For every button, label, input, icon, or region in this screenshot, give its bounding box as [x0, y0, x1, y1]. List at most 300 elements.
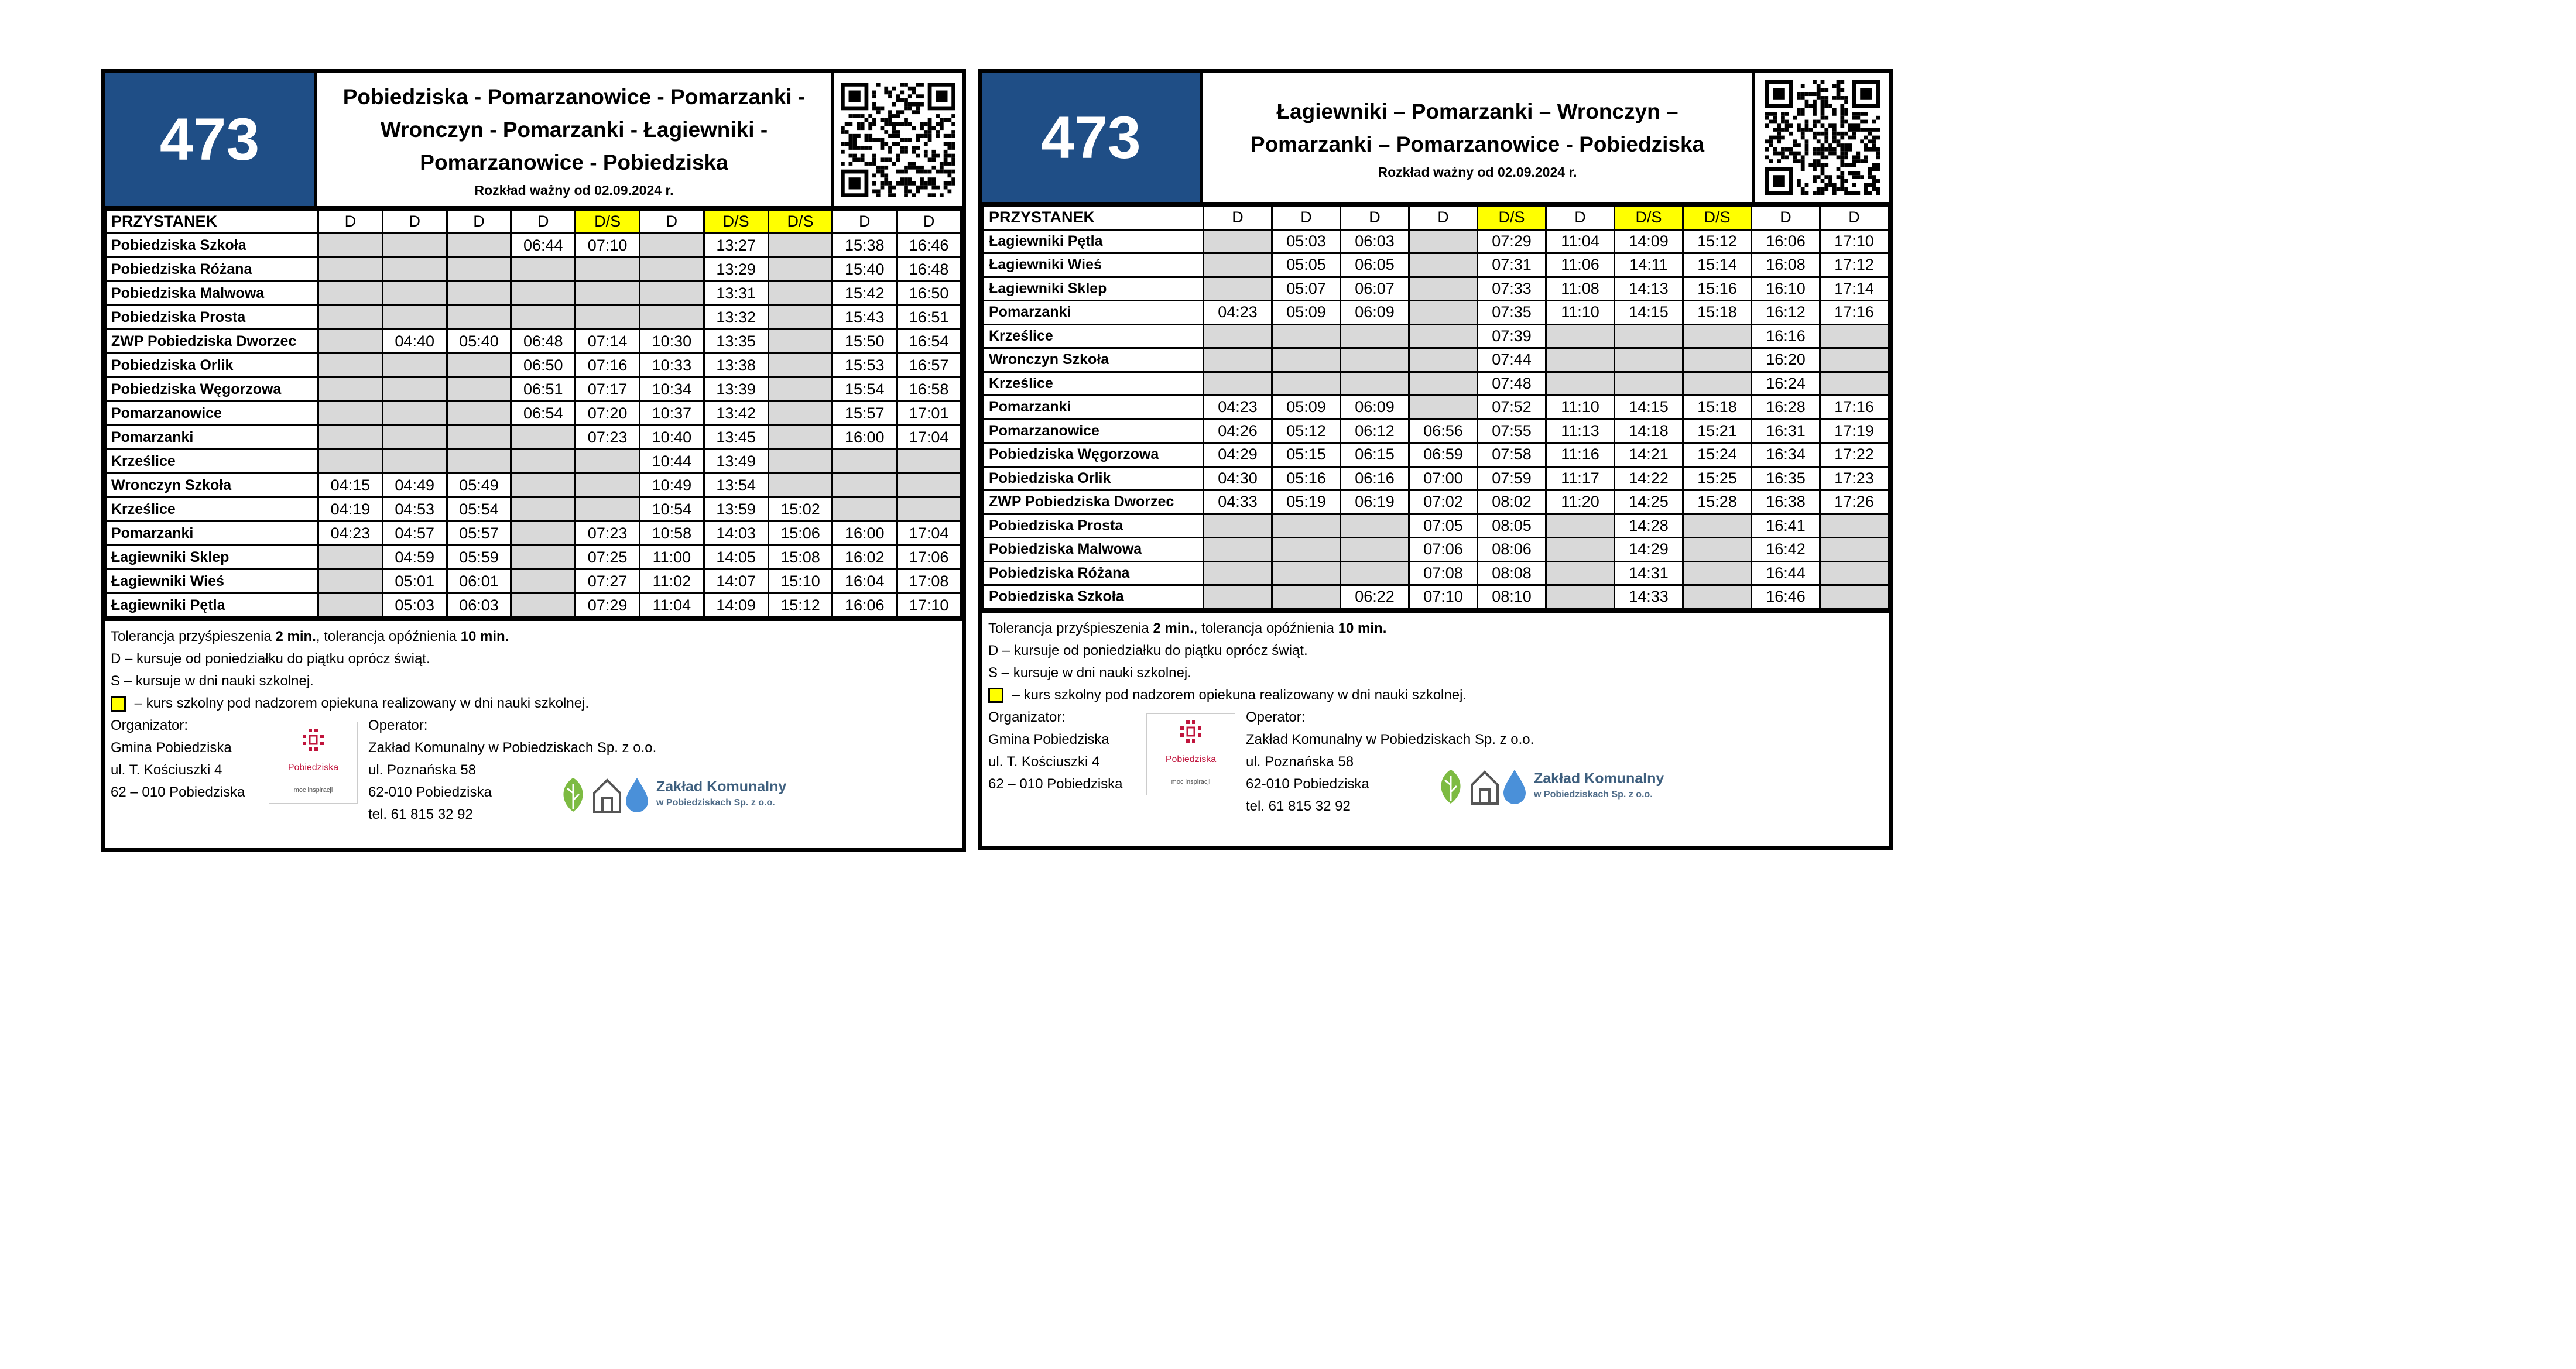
departure-time: 14:15: [1615, 396, 1683, 420]
departure-time: 04:33: [1204, 490, 1272, 514]
departure-time: 11:04: [639, 593, 704, 617]
departure-time: 07:23: [576, 521, 640, 545]
departure-time: 07:20: [576, 402, 640, 426]
no-departure-cell: [511, 497, 576, 521]
operator-logo: Zakład Komunalny w Pobiedziskach Sp. z o.o.: [1433, 756, 1664, 818]
day-type-header: D: [511, 210, 576, 234]
no-departure-cell: [447, 354, 511, 378]
no-departure-cell: [1272, 514, 1341, 538]
departure-time: 07:55: [1478, 419, 1546, 443]
stop-name: Pobiedziska Orlik: [106, 354, 318, 378]
day-type-header: D: [1204, 206, 1272, 230]
departure-time: 16:06: [1752, 229, 1820, 253]
departure-time: 11:16: [1546, 443, 1615, 467]
stop-name: Pobiedziska Różana: [106, 258, 318, 282]
departure-time: 16:06: [833, 593, 897, 617]
route-title: [1203, 73, 1752, 202]
departure-time: 15:18: [1683, 301, 1752, 325]
departure-time: 17:14: [1820, 277, 1889, 301]
no-departure-cell: [639, 306, 704, 330]
departure-time: 08:05: [1478, 514, 1546, 538]
route-title-line: Łagiewniki – Pomarzanki – Wronczyn –: [1276, 99, 1678, 123]
departure-time: 14:33: [1615, 585, 1683, 609]
no-departure-cell: [1272, 324, 1341, 348]
departure-time: 17:04: [897, 426, 961, 450]
no-departure-cell: [1341, 372, 1409, 396]
table-row: [984, 396, 1889, 420]
no-departure-cell: [318, 330, 383, 354]
no-departure-cell: [1341, 538, 1409, 562]
departure-time: 08:02: [1478, 490, 1546, 514]
table-row: [106, 450, 961, 474]
stop-name: Łagiewniki Sklep: [984, 277, 1204, 301]
no-departure-cell: [382, 282, 447, 306]
no-departure-cell: [1683, 372, 1752, 396]
stop-name: Krześlice: [106, 450, 318, 474]
departure-time: 04:57: [382, 521, 447, 545]
table-row: [984, 443, 1889, 467]
qr-code[interactable]: [831, 73, 962, 206]
stop-name: Pomarzanki: [106, 521, 318, 545]
no-departure-cell: [1204, 561, 1272, 585]
departure-time: 16:16: [1752, 324, 1820, 348]
departure-time: 15:25: [1683, 466, 1752, 490]
no-departure-cell: [511, 282, 576, 306]
stop-name: Pomarzanowice: [984, 419, 1204, 443]
departure-time: 14:28: [1615, 514, 1683, 538]
departure-time: 16:08: [1752, 253, 1820, 277]
gmina-logo-icon: Pobiedziska moc inspiracji: [269, 722, 358, 804]
departure-time: 08:06: [1478, 538, 1546, 562]
departure-time: 05:40: [447, 330, 511, 354]
timetable-header-row: [106, 210, 961, 234]
day-type-header: D: [1409, 206, 1478, 230]
departure-time: 07:10: [576, 234, 640, 258]
no-departure-cell: [1409, 324, 1478, 348]
day-type-header: D/S: [1615, 206, 1683, 230]
departure-time: 07:44: [1478, 348, 1546, 372]
departure-time: 17:04: [897, 521, 961, 545]
table-row: [106, 402, 961, 426]
departure-time: 05:59: [447, 545, 511, 569]
day-type-header: D: [833, 210, 897, 234]
table-row: [984, 301, 1889, 325]
stop-name: Pomarzanki: [106, 426, 318, 450]
day-type-header: D: [1752, 206, 1820, 230]
no-departure-cell: [1615, 372, 1683, 396]
departure-time: 15:12: [768, 593, 833, 617]
departure-time: 10:49: [639, 474, 704, 497]
no-departure-cell: [447, 402, 511, 426]
departure-time: 07:00: [1409, 466, 1478, 490]
timetable: [105, 209, 962, 618]
stop-name: Pobiedziska Prosta: [984, 514, 1204, 538]
table-row: [984, 514, 1889, 538]
departure-time: 05:05: [1272, 253, 1341, 277]
departure-time: 07:27: [576, 569, 640, 593]
departure-time: 07:23: [576, 426, 640, 450]
table-row: [984, 324, 1889, 348]
table-row: [984, 585, 1889, 609]
no-departure-cell: [1204, 538, 1272, 562]
no-departure-cell: [1546, 538, 1615, 562]
no-departure-cell: [1615, 348, 1683, 372]
departure-time: 07:33: [1478, 277, 1546, 301]
no-departure-cell: [1683, 538, 1752, 562]
no-departure-cell: [1204, 253, 1272, 277]
stop-name: ZWP Pobiedziska Dworzec: [984, 490, 1204, 514]
departure-time: 13:54: [704, 474, 768, 497]
table-row: [106, 497, 961, 521]
no-departure-cell: [318, 426, 383, 450]
legend-school: – kurs szkolny pod nadzorem opiekuna realizowany w dni nauki szkolnej.: [988, 684, 1883, 706]
departure-time: 15:18: [1683, 396, 1752, 420]
departure-time: 06:09: [1341, 301, 1409, 325]
no-departure-cell: [833, 474, 897, 497]
route-title: [317, 73, 831, 206]
timetable-board-outbound: [101, 69, 966, 852]
no-departure-cell: [1820, 372, 1889, 396]
departure-time: 16:24: [1752, 372, 1820, 396]
departure-time: 15:06: [768, 521, 833, 545]
legend-s: S – kursuje w dni nauki szkolnej.: [988, 664, 1191, 681]
departure-time: 16:46: [1752, 585, 1820, 609]
day-type-header: D: [1272, 206, 1341, 230]
no-departure-cell: [1409, 229, 1478, 253]
no-departure-cell: [447, 450, 511, 474]
stop-name: Krześlice: [984, 324, 1204, 348]
departure-time: 16:54: [897, 330, 961, 354]
departure-time: 05:03: [382, 593, 447, 617]
no-departure-cell: [511, 258, 576, 282]
departure-time: 07:08: [1409, 561, 1478, 585]
departure-time: 06:48: [511, 330, 576, 354]
stop-name: Łagiewniki Wieś: [106, 569, 318, 593]
organizer: Organizator: Gmina Pobiedziska ul. T. Kościuszki 4 62 – 010 Pobiedziska: [988, 709, 1123, 792]
departure-time: 05:15: [1272, 443, 1341, 467]
departure-time: 06:05: [1341, 253, 1409, 277]
departure-time: 07:05: [1409, 514, 1478, 538]
no-departure-cell: [511, 569, 576, 593]
no-departure-cell: [447, 258, 511, 282]
departure-time: 07:10: [1409, 585, 1478, 609]
departure-time: 11:17: [1546, 466, 1615, 490]
departure-time: 16:50: [897, 282, 961, 306]
departure-time: 06:09: [1341, 396, 1409, 420]
no-departure-cell: [1409, 372, 1478, 396]
departure-time: 04:40: [382, 330, 447, 354]
departure-time: 16:00: [833, 426, 897, 450]
no-departure-cell: [318, 450, 383, 474]
departure-time: 05:03: [1272, 229, 1341, 253]
no-departure-cell: [1204, 229, 1272, 253]
no-departure-cell: [576, 450, 640, 474]
stop-name: Łagiewniki Pętla: [984, 229, 1204, 253]
table-row: [106, 258, 961, 282]
no-departure-cell: [1820, 348, 1889, 372]
departure-time: 14:09: [1615, 229, 1683, 253]
operator: Operator: Zakład Komunalny w Pobiedziskach Sp. z o.o. ul. Poznańska 58 62-010 Pobiedziska tel. 61 815 32 92: [1246, 709, 1534, 814]
water-drop-icon: [624, 776, 650, 814]
departure-time: 16:04: [833, 569, 897, 593]
stop-column-header: PRZYSTANEK: [984, 206, 1204, 230]
stop-name: Pobiedziska Malwowa: [106, 282, 318, 306]
timetable-board-return: [978, 69, 1893, 850]
water-drop-icon: [1501, 767, 1528, 806]
route-title-line: Wronczyn - Pomarzanki - Łagiewniki -: [380, 118, 768, 142]
stop-name: Pobiedziska Szkoła: [984, 585, 1204, 609]
departure-time: 07:17: [576, 378, 640, 402]
departure-time: 16:51: [897, 306, 961, 330]
departure-time: 15:08: [768, 545, 833, 569]
departure-time: 14:11: [1615, 253, 1683, 277]
school-swatch-icon: [988, 688, 1003, 703]
departure-time: 14:31: [1615, 561, 1683, 585]
day-type-header: D/S: [1478, 206, 1546, 230]
table-row: [106, 282, 961, 306]
operator: Operator: Zakład Komunalny w Pobiedziskach Sp. z o.o. ul. Poznańska 58 62-010 Pobiedziska tel. 61 815 32 92: [368, 718, 657, 822]
no-departure-cell: [1204, 324, 1272, 348]
departure-time: 14:21: [1615, 443, 1683, 467]
departure-time: 07:25: [576, 545, 640, 569]
departure-time: 10:30: [639, 330, 704, 354]
departure-time: 05:07: [1272, 277, 1341, 301]
departure-time: 06:51: [511, 378, 576, 402]
departure-time: 14:07: [704, 569, 768, 593]
departure-time: 10:40: [639, 426, 704, 450]
no-departure-cell: [1546, 585, 1615, 609]
operator-logo: Zakład Komunalny w Pobiedziskach Sp. z o.o.: [556, 764, 786, 826]
day-type-header: D: [318, 210, 383, 234]
day-type-header: D/S: [768, 210, 833, 234]
no-departure-cell: [1683, 514, 1752, 538]
school-swatch-icon: [111, 696, 126, 712]
no-departure-cell: [768, 330, 833, 354]
departure-time: 05:19: [1272, 490, 1341, 514]
departure-time: 16:42: [1752, 538, 1820, 562]
no-departure-cell: [318, 569, 383, 593]
table-row: [984, 466, 1889, 490]
stop-name: Pobiedziska Prosta: [106, 306, 318, 330]
house-icon: [591, 776, 624, 814]
no-departure-cell: [1204, 277, 1272, 301]
departure-time: 06:59: [1409, 443, 1478, 467]
departure-time: 10:44: [639, 450, 704, 474]
no-departure-cell: [1272, 538, 1341, 562]
departure-time: 16:38: [1752, 490, 1820, 514]
departure-time: 17:06: [897, 545, 961, 569]
table-row: [106, 521, 961, 545]
stop-name: Łagiewniki Wieś: [984, 253, 1204, 277]
departure-time: 07:02: [1409, 490, 1478, 514]
table-row: [984, 419, 1889, 443]
no-departure-cell: [447, 282, 511, 306]
departure-time: 14:09: [704, 593, 768, 617]
route-number: 473: [105, 73, 317, 206]
departure-time: 15:54: [833, 378, 897, 402]
day-type-header: D/S: [1683, 206, 1752, 230]
departure-time: 14:29: [1615, 538, 1683, 562]
departure-time: 11:06: [1546, 253, 1615, 277]
stop-name: Łagiewniki Sklep: [106, 545, 318, 569]
stop-name: Krześlice: [106, 497, 318, 521]
route-title-line: Pobiedziska - Pomarzanowice - Pomarzanki -: [342, 85, 806, 109]
departure-time: 13:29: [704, 258, 768, 282]
no-departure-cell: [897, 450, 961, 474]
departure-time: 16:02: [833, 545, 897, 569]
departure-time: 06:15: [1341, 443, 1409, 467]
departure-time: 16:12: [1752, 301, 1820, 325]
no-departure-cell: [1341, 514, 1409, 538]
table-row: [106, 545, 961, 569]
no-departure-cell: [447, 426, 511, 450]
qr-code[interactable]: [1752, 73, 1889, 202]
departure-time: 15:42: [833, 282, 897, 306]
stop-name: Pomarzanki: [984, 301, 1204, 325]
no-departure-cell: [1341, 324, 1409, 348]
no-departure-cell: [1341, 561, 1409, 585]
stop-name: Wronczyn Szkoła: [106, 474, 318, 497]
no-departure-cell: [511, 306, 576, 330]
legend-s: S – kursuje w dni nauki szkolnej.: [111, 673, 314, 689]
departure-time: 16:00: [833, 521, 897, 545]
no-departure-cell: [1546, 514, 1615, 538]
no-departure-cell: [768, 474, 833, 497]
no-departure-cell: [576, 306, 640, 330]
no-departure-cell: [1409, 277, 1478, 301]
departure-time: 06:03: [1341, 229, 1409, 253]
departure-time: 11:10: [1546, 396, 1615, 420]
no-departure-cell: [382, 234, 447, 258]
no-departure-cell: [318, 354, 383, 378]
departure-time: 04:53: [382, 497, 447, 521]
departure-time: 11:04: [1546, 229, 1615, 253]
no-departure-cell: [447, 234, 511, 258]
no-departure-cell: [1546, 561, 1615, 585]
no-departure-cell: [576, 258, 640, 282]
departure-time: 04:19: [318, 497, 383, 521]
table-row: [106, 234, 961, 258]
day-type-header: D: [447, 210, 511, 234]
departure-time: 07:52: [1478, 396, 1546, 420]
day-type-header: D: [1341, 206, 1409, 230]
departure-time: 15:43: [833, 306, 897, 330]
board-header: [982, 73, 1889, 205]
organizer-operator: [988, 706, 1883, 818]
departure-time: 15:10: [768, 569, 833, 593]
no-departure-cell: [1204, 514, 1272, 538]
no-departure-cell: [318, 234, 383, 258]
departure-time: 16:57: [897, 354, 961, 378]
departure-time: 16:46: [897, 234, 961, 258]
day-type-header: D/S: [576, 210, 640, 234]
no-departure-cell: [1820, 538, 1889, 562]
no-departure-cell: [1272, 585, 1341, 609]
departure-time: 05:57: [447, 521, 511, 545]
departure-time: 07:29: [1478, 229, 1546, 253]
no-departure-cell: [768, 450, 833, 474]
departure-time: 04:23: [1204, 396, 1272, 420]
no-departure-cell: [1820, 585, 1889, 609]
departure-time: 06:03: [447, 593, 511, 617]
leaf-icon: [1433, 767, 1468, 806]
day-type-header: D: [639, 210, 704, 234]
departure-time: 13:59: [704, 497, 768, 521]
departure-time: 07:14: [576, 330, 640, 354]
stop-name: Krześlice: [984, 372, 1204, 396]
no-departure-cell: [1615, 324, 1683, 348]
departure-time: 16:58: [897, 378, 961, 402]
departure-time: 11:02: [639, 569, 704, 593]
no-departure-cell: [447, 306, 511, 330]
table-row: [106, 378, 961, 402]
departure-time: 04:49: [382, 474, 447, 497]
no-departure-cell: [576, 497, 640, 521]
table-row: [106, 474, 961, 497]
legend-d: D – kursuje od poniedziałku do piątku oprócz świąt.: [988, 642, 1308, 658]
departure-time: 04:30: [1204, 466, 1272, 490]
departure-time: 11:13: [1546, 419, 1615, 443]
table-row: [106, 593, 961, 617]
day-type-header: D: [382, 210, 447, 234]
table-row: [106, 354, 961, 378]
departure-time: 16:44: [1752, 561, 1820, 585]
no-departure-cell: [897, 497, 961, 521]
no-departure-cell: [1546, 348, 1615, 372]
departure-time: 16:41: [1752, 514, 1820, 538]
table-row: [984, 538, 1889, 562]
timetable: [982, 205, 1889, 610]
departure-time: 17:16: [1820, 396, 1889, 420]
departure-time: 07:58: [1478, 443, 1546, 467]
departure-time: 07:06: [1409, 538, 1478, 562]
no-departure-cell: [897, 474, 961, 497]
departure-time: 14:13: [1615, 277, 1683, 301]
departure-time: 10:58: [639, 521, 704, 545]
no-departure-cell: [382, 402, 447, 426]
board-header: [105, 73, 962, 209]
footer-notes: [982, 610, 1889, 818]
departure-time: 15:53: [833, 354, 897, 378]
departure-time: 04:23: [318, 521, 383, 545]
departure-time: 15:21: [1683, 419, 1752, 443]
table-row: [106, 306, 961, 330]
footer-notes: [105, 618, 962, 826]
table-row: [984, 253, 1889, 277]
stop-name: Pobiedziska Malwowa: [984, 538, 1204, 562]
table-row: [984, 277, 1889, 301]
departure-time: 13:42: [704, 402, 768, 426]
no-departure-cell: [318, 545, 383, 569]
table-row: [984, 348, 1889, 372]
no-departure-cell: [318, 306, 383, 330]
departure-time: 14:25: [1615, 490, 1683, 514]
no-departure-cell: [511, 593, 576, 617]
departure-time: 17:22: [1820, 443, 1889, 467]
departure-time: 11:20: [1546, 490, 1615, 514]
departure-time: 17:01: [897, 402, 961, 426]
timetable-header-row: [984, 206, 1889, 230]
organizer-operator: [111, 715, 956, 826]
departure-time: 06:07: [1341, 277, 1409, 301]
departure-time: 04:15: [318, 474, 383, 497]
table-row: [984, 229, 1889, 253]
departure-time: 15:40: [833, 258, 897, 282]
no-departure-cell: [511, 521, 576, 545]
no-departure-cell: [576, 474, 640, 497]
no-departure-cell: [511, 426, 576, 450]
departure-time: 16:31: [1752, 419, 1820, 443]
